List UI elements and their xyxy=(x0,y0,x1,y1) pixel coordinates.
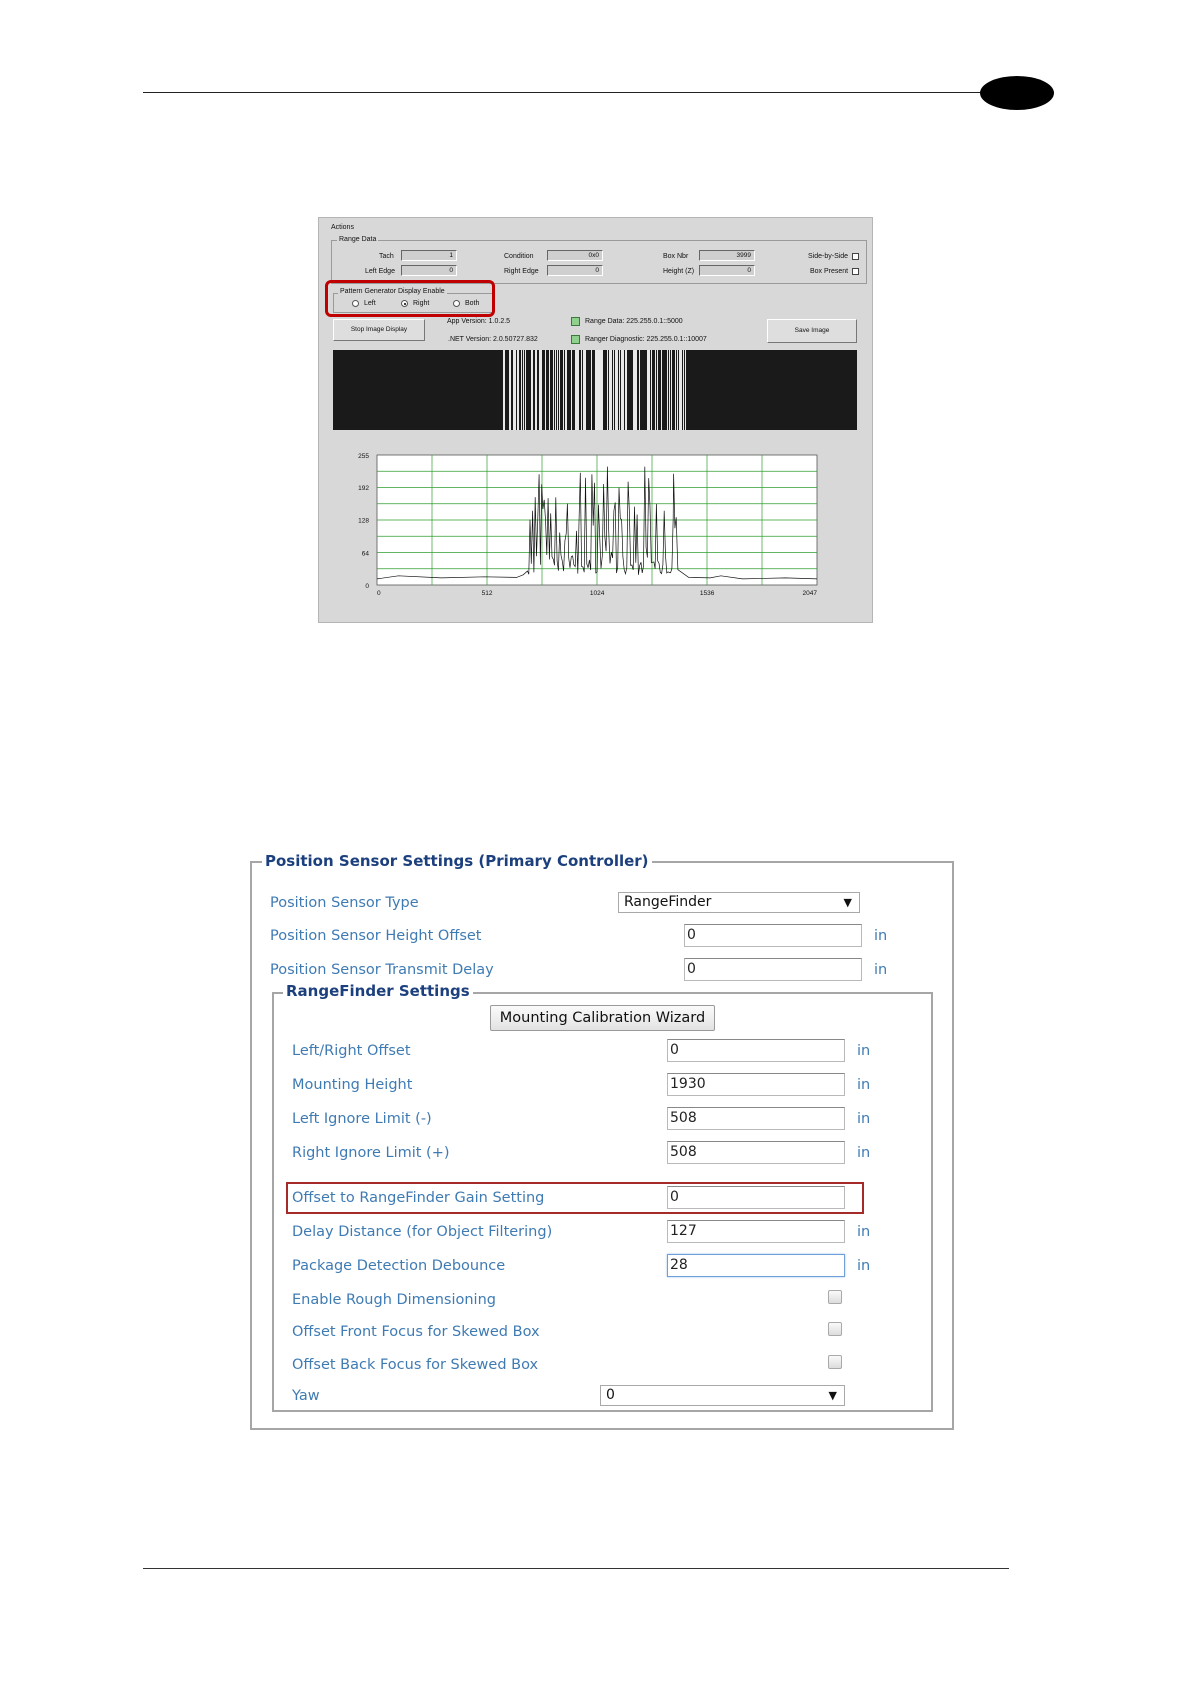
scan-line xyxy=(601,350,603,430)
scan-line xyxy=(649,350,650,430)
condition-field: 0x0 xyxy=(547,250,603,261)
scan-line xyxy=(651,350,652,430)
yaw-select[interactable] xyxy=(600,1385,845,1406)
scan-line xyxy=(525,350,526,430)
scan-line xyxy=(615,350,617,430)
y-tick-label: 255 xyxy=(358,453,369,460)
radio-right-label: Right xyxy=(413,300,430,307)
right-ignore-limit-label: Right Ignore Limit (+) xyxy=(292,1145,450,1161)
scan-line xyxy=(509,350,511,430)
ranger-diagnostic-led xyxy=(571,335,580,344)
left-edge-label: Left Edge xyxy=(365,268,395,275)
left-ignore-limit-unit: in xyxy=(857,1111,871,1127)
range-data-group xyxy=(331,240,867,284)
range-data-status: Range Data: 225.255.0.1::5000 xyxy=(585,318,683,325)
pattern-highlight-box xyxy=(325,280,495,317)
scan-line xyxy=(539,350,541,430)
x-tick-label: 2047 xyxy=(802,590,817,597)
chapter-marker xyxy=(980,76,1054,110)
scan-line xyxy=(597,350,599,430)
ranger-diagnostic-status: Ranger Diagnostic: 225.255.0.1::10007 xyxy=(585,336,707,343)
range-data-led xyxy=(571,317,580,326)
scan-line xyxy=(535,350,537,430)
scan-line xyxy=(613,350,614,430)
bottom-rule xyxy=(143,1568,1009,1569)
position-sensor-type-value: RangeFinder xyxy=(624,894,712,910)
radio-both-label: Both xyxy=(465,300,480,307)
transmit-delay-input[interactable]: 0 xyxy=(684,958,862,981)
scan-line xyxy=(585,350,586,430)
scan-line xyxy=(599,350,601,430)
back-focus-label: Offset Back Focus for Skewed Box xyxy=(292,1357,539,1373)
tach-field: 1 xyxy=(401,250,457,261)
scan-line xyxy=(531,350,533,430)
scan-line xyxy=(667,350,668,430)
dropdown-arrow-icon: ▼ xyxy=(828,1389,837,1402)
x-tick-label: 512 xyxy=(481,590,493,597)
pattern-group-label: Pattern Generator Display Enable xyxy=(340,288,445,295)
scan-line xyxy=(577,350,579,430)
actions-window xyxy=(318,217,873,623)
scan-line xyxy=(571,350,572,430)
scan-line xyxy=(617,350,618,430)
scan-line xyxy=(557,350,558,430)
scan-line xyxy=(655,350,656,430)
app-version: App Version: 1.0.2.5 xyxy=(447,318,511,325)
scan-line xyxy=(515,350,516,430)
right-ignore-limit-input[interactable]: 508 xyxy=(667,1141,845,1164)
mounting-height-input[interactable]: 1930 xyxy=(667,1073,845,1096)
rangefinder-settings-title: RangeFinder Settings xyxy=(283,982,473,1000)
intensity-plot xyxy=(319,443,874,624)
position-sensor-type-label: Position Sensor Type xyxy=(270,895,419,911)
scan-line xyxy=(661,350,662,430)
scan-line xyxy=(517,350,519,430)
right-ignore-limit-unit: in xyxy=(857,1145,871,1161)
left-edge-field: 0 xyxy=(401,265,457,276)
right-edge-field: 0 xyxy=(547,265,603,276)
mounting-height-label: Mounting Height xyxy=(292,1077,413,1093)
transmit-delay-unit: in xyxy=(874,962,888,978)
side-by-side-checkbox[interactable] xyxy=(852,253,859,260)
stop-image-display-button[interactable]: Stop Image Display xyxy=(333,319,425,341)
debounce-input[interactable]: 28 xyxy=(667,1254,845,1277)
rough-dimensioning-checkbox[interactable] xyxy=(828,1290,842,1304)
scan-line xyxy=(503,350,505,430)
line-scan-image xyxy=(333,350,857,430)
scan-line xyxy=(633,350,635,430)
y-tick-label: 0 xyxy=(365,583,369,590)
left-ignore-limit-label: Left Ignore Limit (-) xyxy=(292,1111,432,1127)
scan-line xyxy=(623,350,624,430)
scan-line xyxy=(675,350,676,430)
debounce-unit: in xyxy=(857,1258,871,1274)
scan-line xyxy=(583,350,585,430)
back-focus-checkbox[interactable] xyxy=(828,1355,842,1369)
scan-line xyxy=(611,350,612,430)
left-ignore-limit-input[interactable]: 508 xyxy=(667,1107,845,1130)
scan-line xyxy=(683,350,684,430)
yaw-label: Yaw xyxy=(292,1388,320,1404)
scan-line xyxy=(621,350,623,430)
scan-line xyxy=(559,350,560,430)
scan-line xyxy=(639,350,640,430)
delay-distance-input[interactable]: 127 xyxy=(667,1220,845,1243)
height-offset-unit: in xyxy=(874,928,888,944)
condition-label: Condition xyxy=(504,253,534,260)
line-scan-svg xyxy=(333,350,857,430)
scan-line xyxy=(619,350,620,430)
y-tick-label: 64 xyxy=(361,550,369,558)
front-focus-checkbox[interactable] xyxy=(828,1322,842,1336)
mounting-calibration-wizard-button[interactable]: Mounting Calibration Wizard xyxy=(490,1005,715,1031)
scan-line xyxy=(677,350,678,430)
scan-line xyxy=(553,350,554,430)
tach-label: Tach xyxy=(379,253,394,260)
actions-label: Actions xyxy=(331,224,354,231)
height-offset-label: Position Sensor Height Offset xyxy=(270,928,482,944)
front-focus-label: Offset Front Focus for Skewed Box xyxy=(292,1324,540,1340)
left-right-offset-input[interactable]: 0 xyxy=(667,1039,845,1062)
debounce-label: Package Detection Debounce xyxy=(292,1258,506,1274)
scan-line xyxy=(513,350,515,430)
top-rule xyxy=(143,92,1053,93)
scan-line xyxy=(671,350,672,430)
gain-offset-label: Offset to RangeFinder Gain Setting xyxy=(292,1190,545,1206)
position-sensor-settings-title: Position Sensor Settings (Primary Controller) xyxy=(262,852,652,870)
scan-line xyxy=(685,350,686,430)
scan-line xyxy=(555,350,556,430)
mounting-height-unit: in xyxy=(857,1077,871,1093)
height-z-label: Height (Z) xyxy=(663,268,695,275)
scan-line xyxy=(647,350,649,430)
scan-line xyxy=(581,350,582,430)
scan-line xyxy=(549,350,550,430)
dropdown-arrow-icon: ▼ xyxy=(843,896,852,909)
scan-line xyxy=(657,350,658,430)
scan-line xyxy=(575,350,577,430)
scan-line xyxy=(541,350,542,430)
scan-line xyxy=(681,350,682,430)
x-tick-label: 1536 xyxy=(699,590,715,597)
net-version: .NET Version: 2.0.50727.832 xyxy=(448,336,538,343)
box-nbr-label: Box Nbr xyxy=(663,253,689,260)
scan-line xyxy=(563,350,564,430)
right-edge-label: Right Edge xyxy=(504,268,539,275)
height-z-field: 0 xyxy=(699,265,755,276)
box-present-checkbox[interactable] xyxy=(852,268,859,275)
y-tick-label: 192 xyxy=(358,485,369,493)
scan-line xyxy=(609,350,611,430)
left-right-offset-unit: in xyxy=(857,1043,871,1059)
scan-line xyxy=(635,350,637,430)
position-sensor-settings-panel xyxy=(250,852,954,1430)
position-sensor-type-select[interactable] xyxy=(618,892,860,913)
radio-left-label: Left xyxy=(364,300,376,307)
height-offset-input[interactable]: 0 xyxy=(684,924,862,947)
gain-offset-input[interactable]: 0 xyxy=(667,1186,845,1209)
left-right-offset-label: Left/Right Offset xyxy=(292,1043,411,1059)
box-present-label: Box Present xyxy=(810,268,849,275)
scan-line xyxy=(521,350,522,430)
save-image-button[interactable]: Save Image xyxy=(767,319,857,343)
transmit-delay-label: Position Sensor Transmit Delay xyxy=(270,962,494,978)
x-tick-label: 1024 xyxy=(589,590,605,597)
scan-line xyxy=(607,350,608,430)
y-tick-label: 128 xyxy=(358,517,369,525)
scan-line xyxy=(669,350,670,430)
scan-line xyxy=(523,350,524,430)
side-by-side-label: Side-by-Side xyxy=(808,253,849,260)
rough-dimensioning-label: Enable Rough Dimensioning xyxy=(292,1292,496,1308)
x-tick-label: 0 xyxy=(377,590,381,597)
range-data-label: Range Data xyxy=(339,236,377,243)
delay-distance-unit: in xyxy=(857,1224,871,1240)
scan-line xyxy=(565,350,567,430)
box-nbr-field: 3999 xyxy=(699,250,755,261)
yaw-value: 0 xyxy=(606,1387,615,1403)
scan-line xyxy=(679,350,681,430)
scan-line xyxy=(595,350,597,430)
scan-line xyxy=(545,350,546,430)
scan-line xyxy=(591,350,592,430)
delay-distance-label: Delay Distance (for Object Filtering) xyxy=(292,1224,553,1240)
scan-line xyxy=(625,350,627,430)
